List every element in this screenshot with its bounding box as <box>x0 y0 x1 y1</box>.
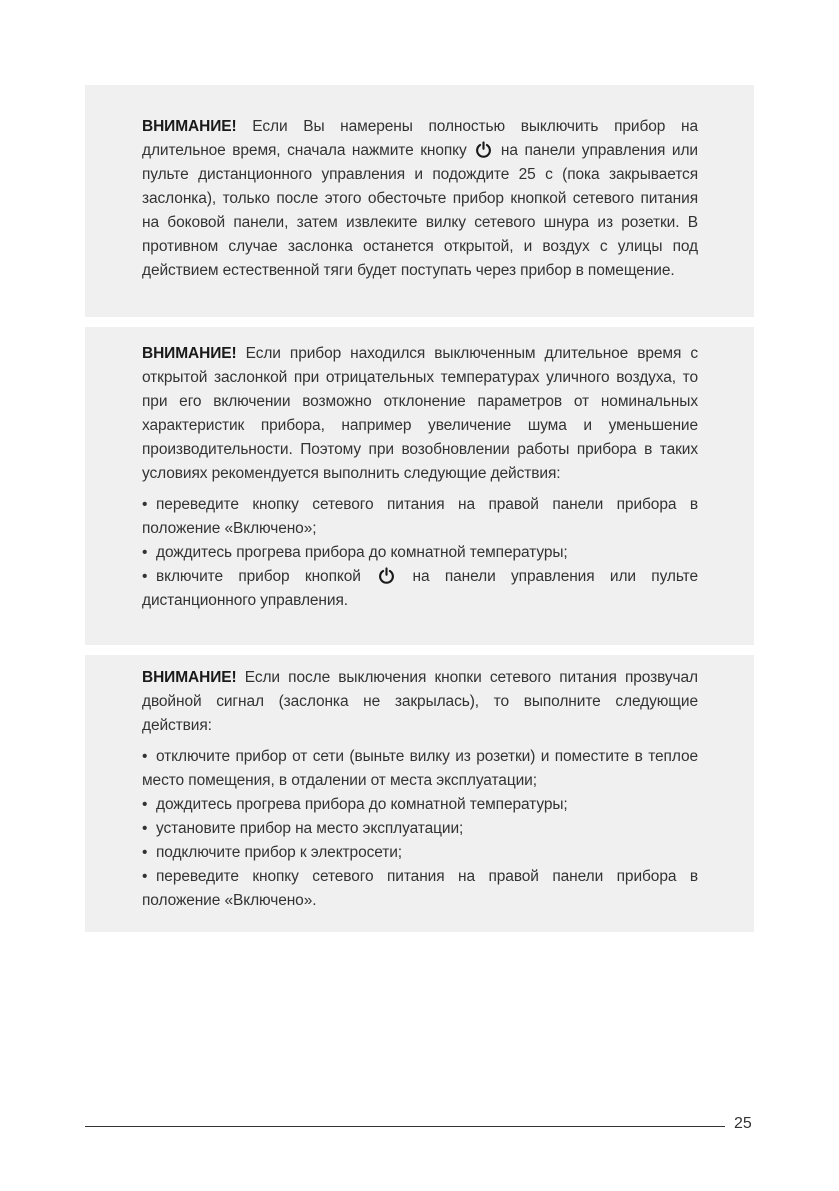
bullet-icon: • <box>142 868 148 885</box>
steps-list <box>142 493 698 613</box>
warning-text-continued: на панели управления или пульте дистанционного управления и подождите 25 с (пока закрывается заслонка), только после этого обесточьте прибор кнопкой сетевого питания на боковой панели, затем извлеките вилку сетевого шнура из розетки. В противном случае заслонка останется открытой, и воздух с улицы под действием естественной тяги будет поступать через прибор в помещение. <box>142 142 698 279</box>
warning-box-2 <box>85 327 754 645</box>
warning-paragraph <box>142 115 698 283</box>
page-number: 25 <box>734 1115 752 1132</box>
warning-text: Если Вы намерены полностью выключить прибор на длительное время, сначала нажмите кнопку <box>142 118 698 159</box>
list-item <box>142 817 698 841</box>
list-item <box>142 865 698 913</box>
warning-paragraph <box>142 342 698 486</box>
warning-label: ВНИМАНИЕ! <box>142 118 237 135</box>
list-item-text: отключите прибор от сети (выньте вилку из розетки) и поместите в теплое место помещения, в отдалении от места эксплуатации; <box>142 748 698 789</box>
bullet-icon: • <box>142 820 148 837</box>
list-item <box>142 565 698 613</box>
list-item-text: установите прибор на место эксплуатации; <box>156 820 464 837</box>
bullet-icon: • <box>142 496 148 513</box>
list-item <box>142 541 698 565</box>
list-item-text: дождитесь прогрева прибора до комнатной температуры; <box>156 796 568 813</box>
footer-divider <box>85 1126 725 1127</box>
list-item-text: подключите прибор к электросети; <box>156 844 403 861</box>
bullet-icon: • <box>142 844 148 861</box>
warning-label: ВНИМАНИЕ! <box>142 345 237 362</box>
power-icon <box>378 567 395 584</box>
bullet-icon: • <box>142 748 148 765</box>
warning-text: Если прибор находился выключенным длительное время с открытой заслонкой при отрицательных температурах уличного воздуха, то при его включении возможно отклонение параметров от номинальных характеристик прибора, например увеличение шума и уменьшение производительности. Поэтому при возобновлении работы прибора в таких условиях рекомендуется выполнить следующие действия: <box>142 345 698 482</box>
list-item <box>142 841 698 865</box>
warning-box-3 <box>85 655 754 932</box>
list-item-text: включите прибор кнопкой <box>156 568 361 585</box>
steps-list <box>142 745 698 913</box>
bullet-icon: • <box>142 796 148 813</box>
list-item <box>142 793 698 817</box>
power-icon <box>475 141 492 158</box>
list-item-text-continued: на панели управления или пульте дистанционного управления. <box>142 568 698 609</box>
warning-box-1 <box>85 85 754 317</box>
warning-text: Если после выключения кнопки сетевого питания прозвучал двойной сигнал (заслонка не закрылась), то выполните следующие действия: <box>142 669 698 734</box>
list-item <box>142 745 698 793</box>
warning-label: ВНИМАНИЕ! <box>142 669 237 686</box>
bullet-icon: • <box>142 568 148 585</box>
list-item-text: дождитесь прогрева прибора до комнатной температуры; <box>156 544 568 561</box>
list-item-text: переведите кнопку сетевого питания на правой панели прибора в положение «Включено». <box>142 868 698 909</box>
list-item-text: переведите кнопку сетевого питания на правой панели прибора в положение «Включено»; <box>142 496 698 537</box>
warning-paragraph <box>142 666 698 738</box>
list-item <box>142 493 698 541</box>
bullet-icon: • <box>142 544 148 561</box>
